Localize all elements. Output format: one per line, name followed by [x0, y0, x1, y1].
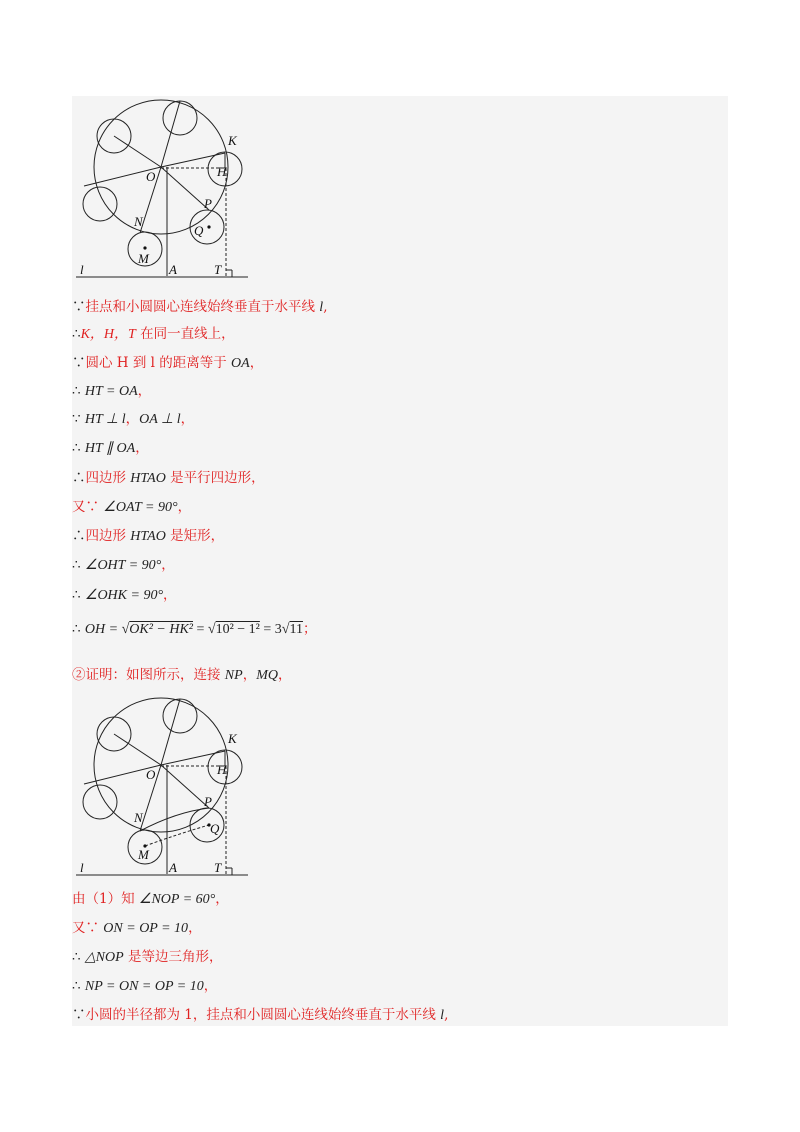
proof-line-13: ②证明：如图所示，连接 NP，MQ，	[72, 667, 292, 683]
label-l: l	[80, 262, 84, 277]
small-circle-left	[83, 187, 117, 221]
label-P: P	[204, 794, 212, 809]
label-K: K	[228, 133, 237, 148]
proof-line-2: ∴K，H，T 在同一直线上，	[72, 326, 235, 342]
label-P: P	[204, 196, 212, 211]
label-N: N	[134, 214, 143, 229]
label-T: T	[214, 262, 222, 277]
proof-line-7: ∴四边形 HTAO 是平行四边形，	[72, 470, 265, 486]
label-A: A	[169, 262, 177, 277]
small-circle-top	[163, 101, 197, 135]
ferris-wheel-figure-2	[76, 694, 256, 878]
proof-line-5: ∵ HT ⊥ l，OA ⊥ l，	[72, 411, 195, 427]
label-O: O	[146, 169, 156, 184]
proof-line-14: 由（1）知 ∠NOP = 60°，	[72, 891, 229, 907]
proof-line-6: ∴ HT ∥ OA，	[72, 440, 149, 456]
proof-line-15: 又∵ ON = OP = 10，	[72, 920, 202, 936]
proof-line-11: ∴ ∠OHK = 90°，	[72, 587, 177, 603]
proof-line-16: ∴ △NOP 是等边三角形，	[72, 949, 223, 965]
label-Q: Q	[194, 223, 204, 238]
proof-line-3: ∵圆心 H 到 l 的距离等于 OA，	[72, 355, 264, 371]
proof-line-9: ∴四边形 HTAO 是矩形，	[72, 528, 225, 544]
label-O: O	[146, 767, 156, 782]
proof-line-4: ∴ HT = OA，	[72, 383, 152, 399]
label-A: A	[169, 860, 177, 875]
proof-line-8: 又∵ ∠OAT = 90°，	[72, 499, 192, 515]
label-T: T	[214, 860, 222, 875]
label-Q: Q	[210, 821, 220, 836]
proof-line-12: ∴ OH = √OK² − HK² = √10² − 1² = 3√11；	[72, 621, 317, 637]
label-K: K	[228, 731, 237, 746]
label-H: H	[217, 164, 227, 179]
label-H: H	[217, 762, 227, 777]
proof-line-10: ∴ ∠OHT = 90°，	[72, 557, 175, 573]
label-N: N	[134, 810, 143, 825]
label-l: l	[80, 860, 84, 875]
label-M: M	[138, 847, 149, 862]
proof-line-1: ∵挂点和小圆圆心连线始终垂直于水平线 l,	[72, 299, 328, 315]
label-M: M	[138, 251, 149, 266]
proof-line-17: ∴ NP = ON = OP = 10，	[72, 978, 218, 994]
proof-line-18: ∵小圆的半径都为 1，挂点和小圆圆心连线始终垂直于水平线 l,	[72, 1007, 449, 1023]
ferris-wheel-figure-1	[76, 96, 256, 280]
